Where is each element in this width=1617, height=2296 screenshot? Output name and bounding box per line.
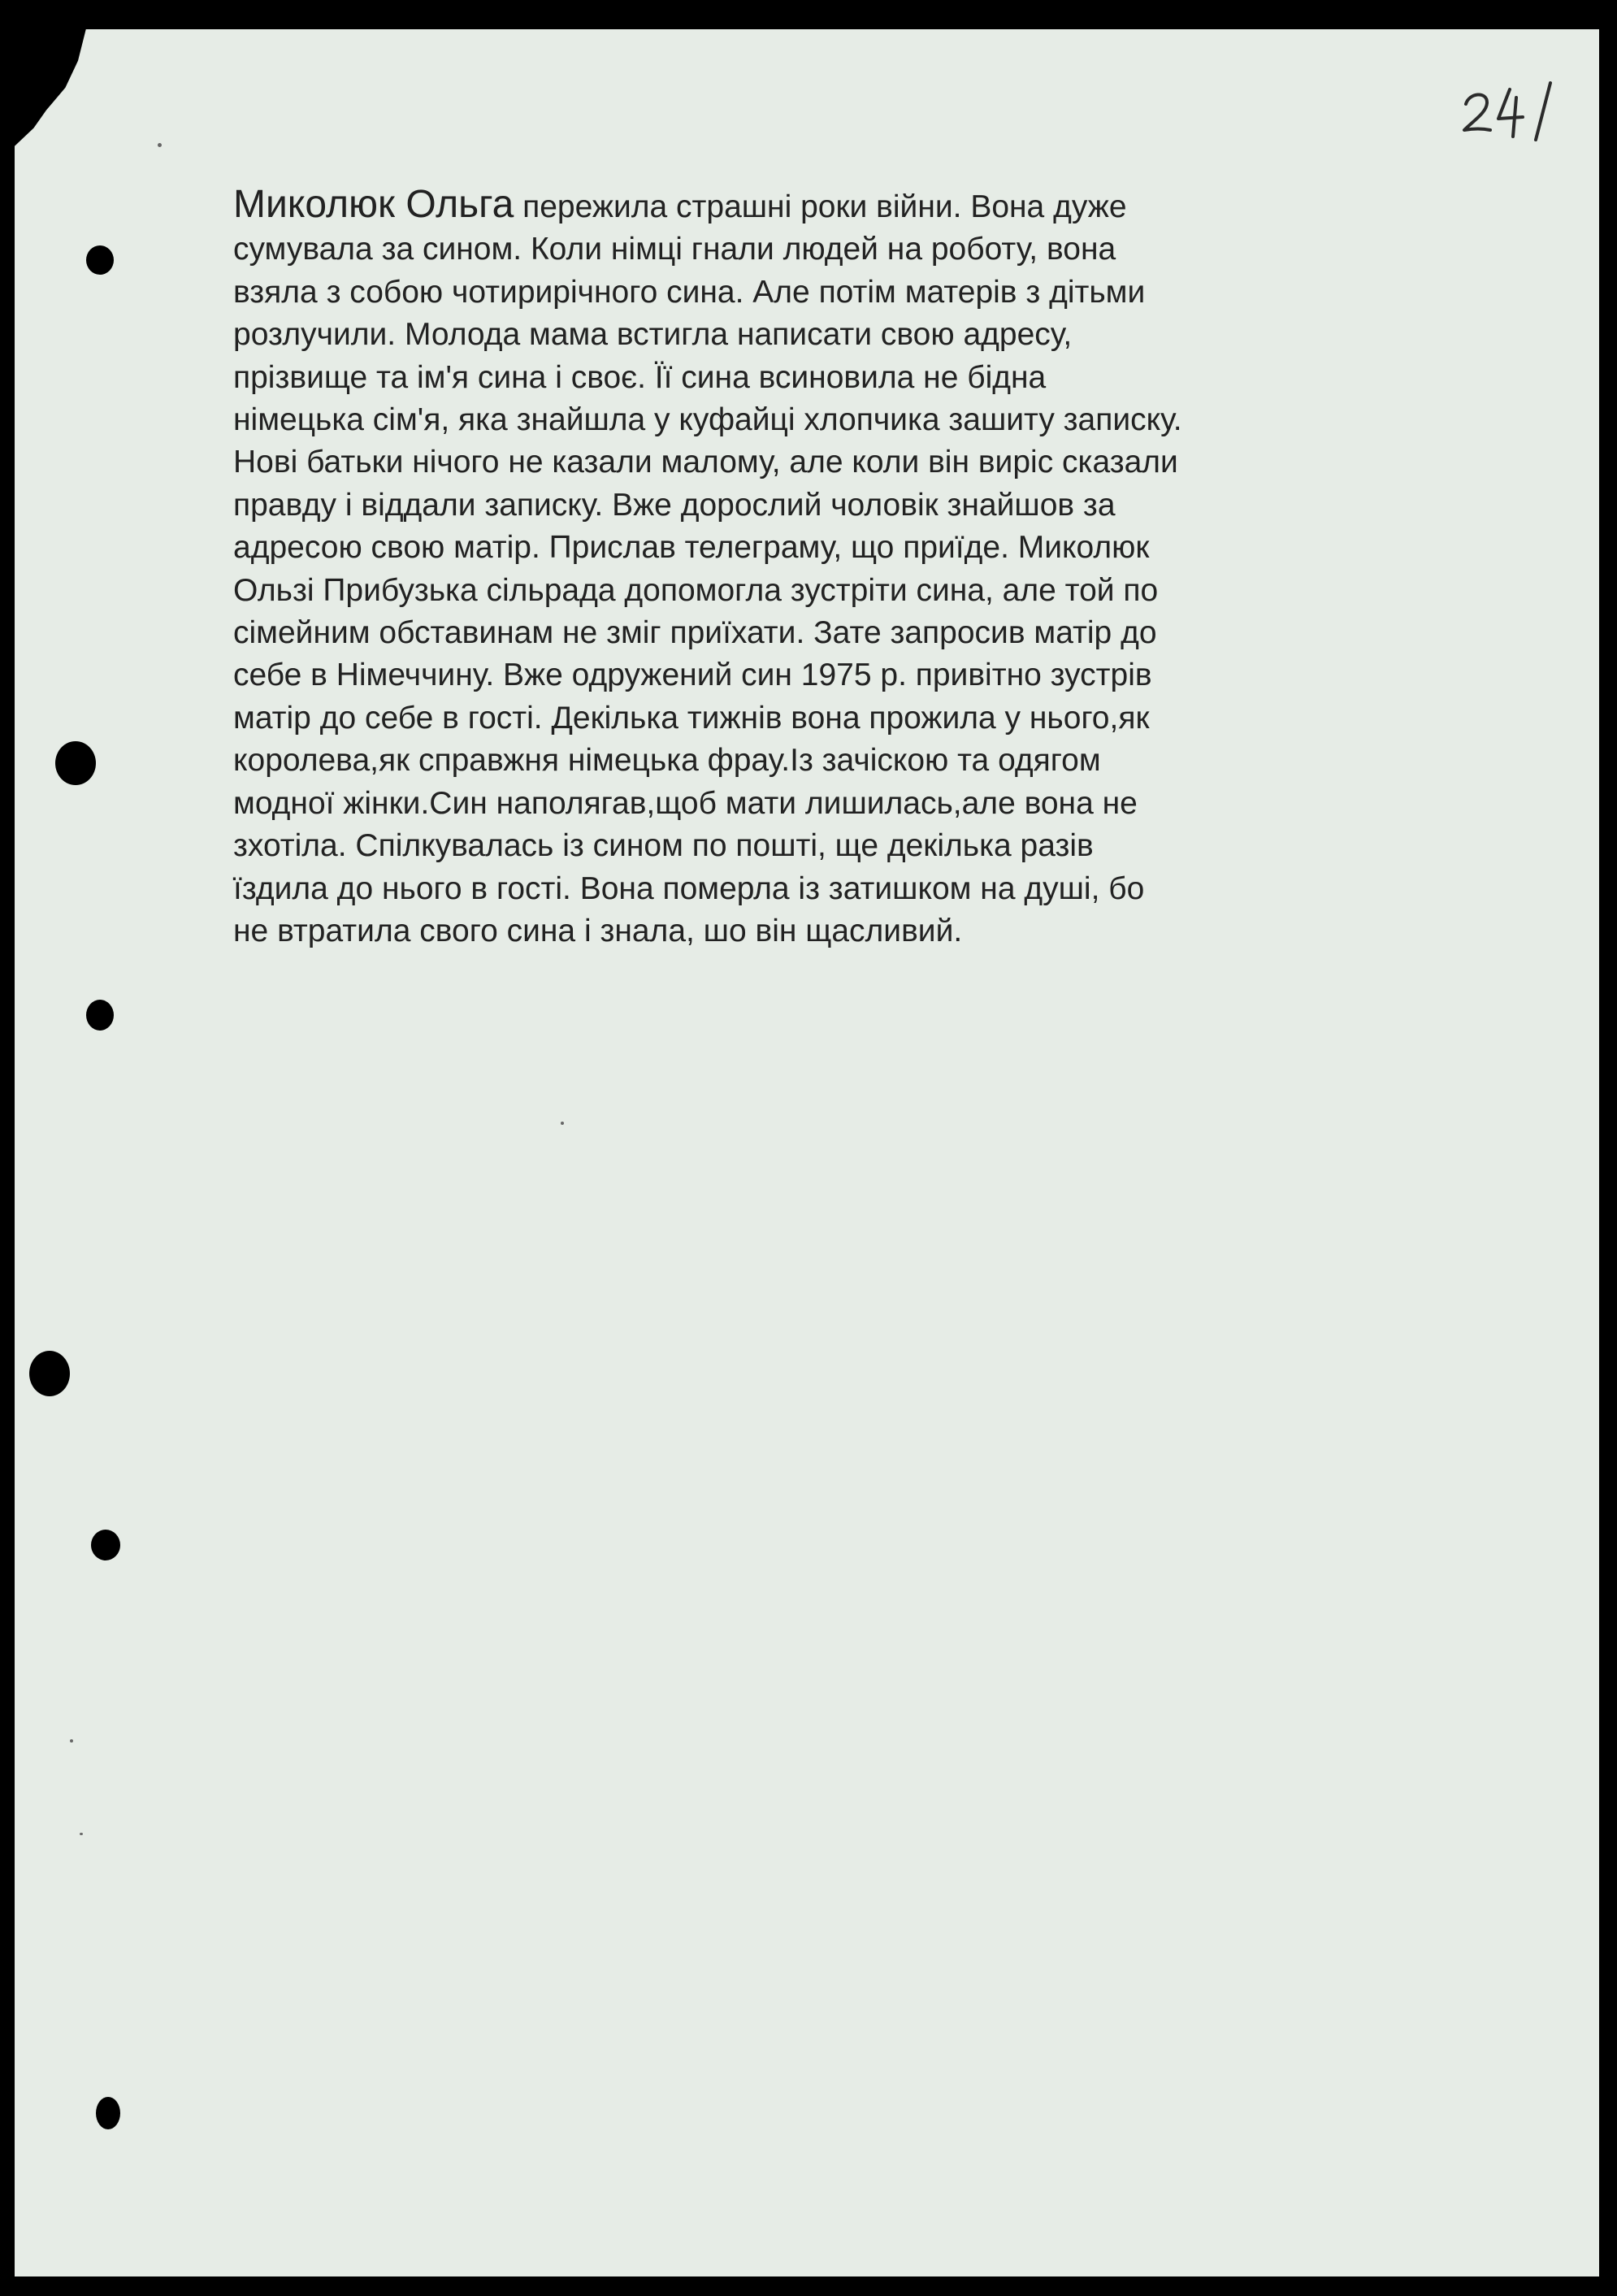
punch-hole [86, 1000, 114, 1031]
person-name: Миколюк Ольга [233, 183, 514, 226]
text-line: прізвище та ім'я сина і своє. Її сина всиновила не бідна [233, 359, 1047, 395]
text-line: розлучили. Молода мама встигла написати свою адресу, [233, 317, 1073, 353]
text-line: себе в Німеччину. Вже одружений син 1975 р. привітно зустрів [233, 658, 1152, 693]
text-line: зхотіла. Спілкувалась із сином по пошті, ще декілька разів [233, 828, 1094, 864]
text-line: королева,як справжня німецька фрау.Із зачіскою та одягом [233, 743, 1101, 779]
handwritten-page-number [1454, 72, 1568, 145]
text-line: адресою свою матір. Прислав телеграму, що приїде. Миколюк [233, 530, 1150, 566]
scan-speck [561, 1122, 564, 1125]
punch-hole [91, 1530, 120, 1560]
text-line: сумувала за сином. Коли німці гнали людей на роботу, вона [233, 232, 1116, 267]
text-line: правду і віддали записку. Вже дорослий чоловік знайшов за [233, 487, 1116, 523]
text-line: взяла з собою чотирирічного сина. Але потім матерів з дітьми [233, 274, 1146, 310]
scan-speck [70, 1739, 73, 1743]
text-line-rest: пережила страшні роки війни. Вона дуже [514, 189, 1127, 224]
text-line: німецька сім'я, яка знайшла у куфайці хлопчика зашиту записку. [233, 402, 1182, 438]
text-line: не втратила свого сина і знала, шо він щасливий. [233, 913, 963, 948]
text-line: Ользі Прибузька сільрада допомогла зустріти сина, але той по [233, 572, 1159, 608]
text-line: Нові батьки нічого не казали малому, але коли він виріс сказали [233, 445, 1178, 480]
text-line: їздила до нього в гості. Вона померла із затишком на душі, бо [233, 870, 1145, 906]
document-body [233, 184, 1387, 953]
text-line [233, 184, 1387, 228]
punch-hole [29, 1351, 70, 1396]
text-line: модної жінки.Син наполягав,щоб мати лишилась,але вона не [233, 785, 1138, 821]
punch-hole [96, 2097, 120, 2129]
punch-hole [55, 741, 96, 785]
text-line: сімейним обставинам не зміг приїхати. Зате запросив матір до [233, 615, 1157, 651]
text-line: матір до себе в гості. Декілька тижнів вона прожила у нього,як [233, 700, 1150, 736]
scan-speck [158, 143, 162, 147]
punch-hole [86, 245, 114, 275]
scan-speck [80, 1833, 83, 1835]
